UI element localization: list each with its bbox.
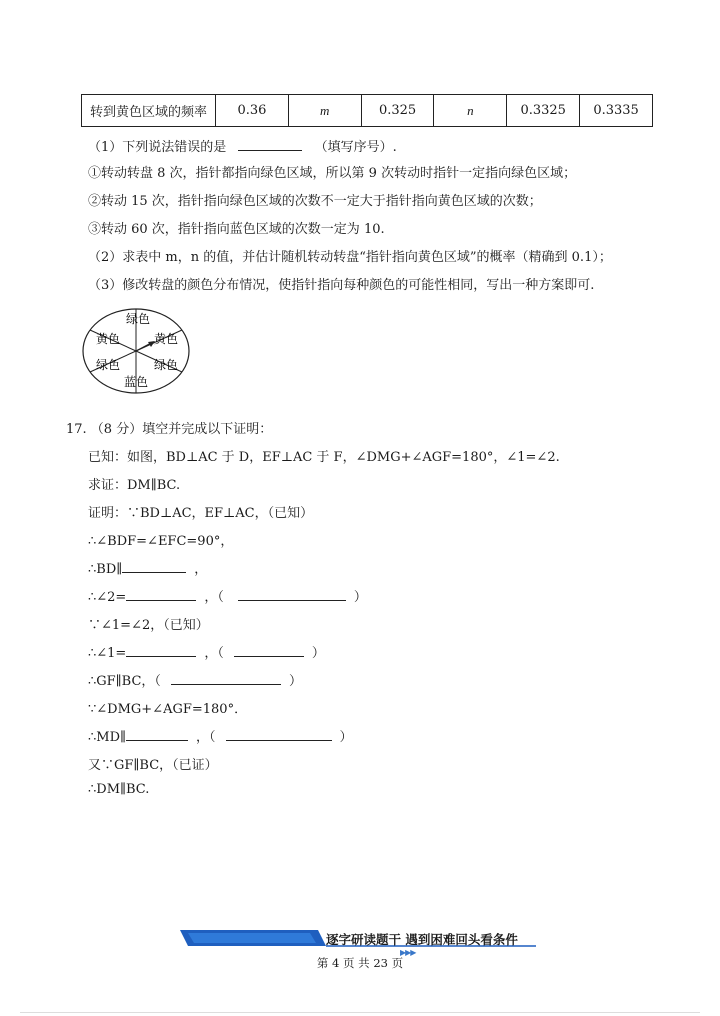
proof-line: ∵∠DMG+∠AGF=180°． bbox=[88, 702, 248, 717]
q16-option-2: ②转动 15 次，指针指向绿色区域的次数不一定大于指针指向黄色区域的次数； bbox=[88, 194, 542, 209]
sector-label: 绿色 bbox=[125, 312, 151, 326]
answer-blank[interactable] bbox=[126, 728, 188, 741]
arrows-icon: ▶▶▶ bbox=[400, 948, 416, 957]
proof-line: ∴BD∥ ， bbox=[88, 562, 208, 577]
table-cell: 0.325 bbox=[361, 95, 434, 127]
q16-part1: （1）下列说法错误的是 （填写序号）. bbox=[88, 140, 397, 155]
table-cell: m bbox=[288, 95, 361, 127]
sector-label: 绿色 bbox=[95, 358, 121, 372]
proof-line: ∴MD∥ ，（ ） bbox=[88, 730, 353, 745]
divider bbox=[20, 1012, 700, 1013]
sector-label: 黄色 bbox=[153, 332, 179, 346]
page-number: 第 4 页 共 23 页 bbox=[316, 956, 404, 970]
sector-label: 蓝色 bbox=[123, 375, 149, 389]
q17-prove: 求证：DM∥BC. bbox=[88, 478, 181, 493]
table-header-cell: 转到黄色区域的频率 bbox=[82, 95, 216, 127]
reason-blank[interactable] bbox=[226, 728, 332, 741]
answer-blank[interactable] bbox=[126, 644, 196, 657]
reason-blank[interactable] bbox=[238, 588, 346, 601]
sector-label: 绿色 bbox=[153, 358, 179, 372]
footer-slogan: 逐字研读题干 遇到困难回头看条件 bbox=[326, 932, 518, 947]
table-cell: 0.36 bbox=[216, 95, 289, 127]
table-row bbox=[82, 95, 653, 127]
q16-option-3: ③转动 60 次，指针指向蓝色区域的次数一定为 10. bbox=[88, 222, 385, 237]
q17-given: 已知：如图，BD⊥AC 于 D，EF⊥AC 于 F，∠DMG+∠AGF=180°，∠1=∠2. bbox=[88, 450, 560, 465]
q16-option-1: ①转动转盘 8 次，指针都指向绿色区域，所以第 9 次转动时指针一定指向绿色区域； bbox=[88, 166, 577, 181]
proof-line: ∴∠2= ，（ ） bbox=[88, 590, 367, 605]
reason-blank[interactable] bbox=[234, 644, 304, 657]
frequency-table bbox=[81, 94, 653, 127]
sector-label: 黄色 bbox=[95, 332, 121, 346]
answer-blank[interactable] bbox=[126, 588, 196, 601]
table-cell: 0.3325 bbox=[507, 95, 580, 127]
proof-line: ∴∠1= ，（ ） bbox=[88, 646, 325, 661]
table-cell: n bbox=[434, 95, 507, 127]
table-cell: 0.3335 bbox=[580, 95, 653, 127]
proof-start: 证明：∵BD⊥AC，EF⊥AC，（已知） bbox=[88, 506, 314, 521]
reason-blank[interactable] bbox=[171, 672, 281, 685]
proof-line: 又∵GF∥BC，（已证） bbox=[88, 758, 218, 773]
q17-title: 17. （8 分）填空并完成以下证明： bbox=[66, 422, 273, 437]
proof-line: ∵∠1=∠2，（已知） bbox=[88, 618, 209, 633]
proof-line: ∴∠BDF=∠EFC=90°， bbox=[88, 534, 234, 549]
q16-part3: （3）修改转盘的颜色分布情况，使指针指向每种颜色的可能性相同，写出一种方案即可. bbox=[88, 278, 595, 293]
answer-blank[interactable] bbox=[122, 560, 186, 573]
spinner-figure bbox=[82, 306, 192, 394]
answer-blank[interactable] bbox=[238, 138, 302, 151]
q16-part2: （2）求表中 m，n 的值，并估计随机转动转盘“指针指向黄色区域”的概率（精确到 0.1）； bbox=[88, 250, 612, 265]
proof-line: ∴DM∥BC. bbox=[88, 782, 150, 797]
proof-line: ∴GF∥BC，（ ） bbox=[88, 674, 302, 689]
